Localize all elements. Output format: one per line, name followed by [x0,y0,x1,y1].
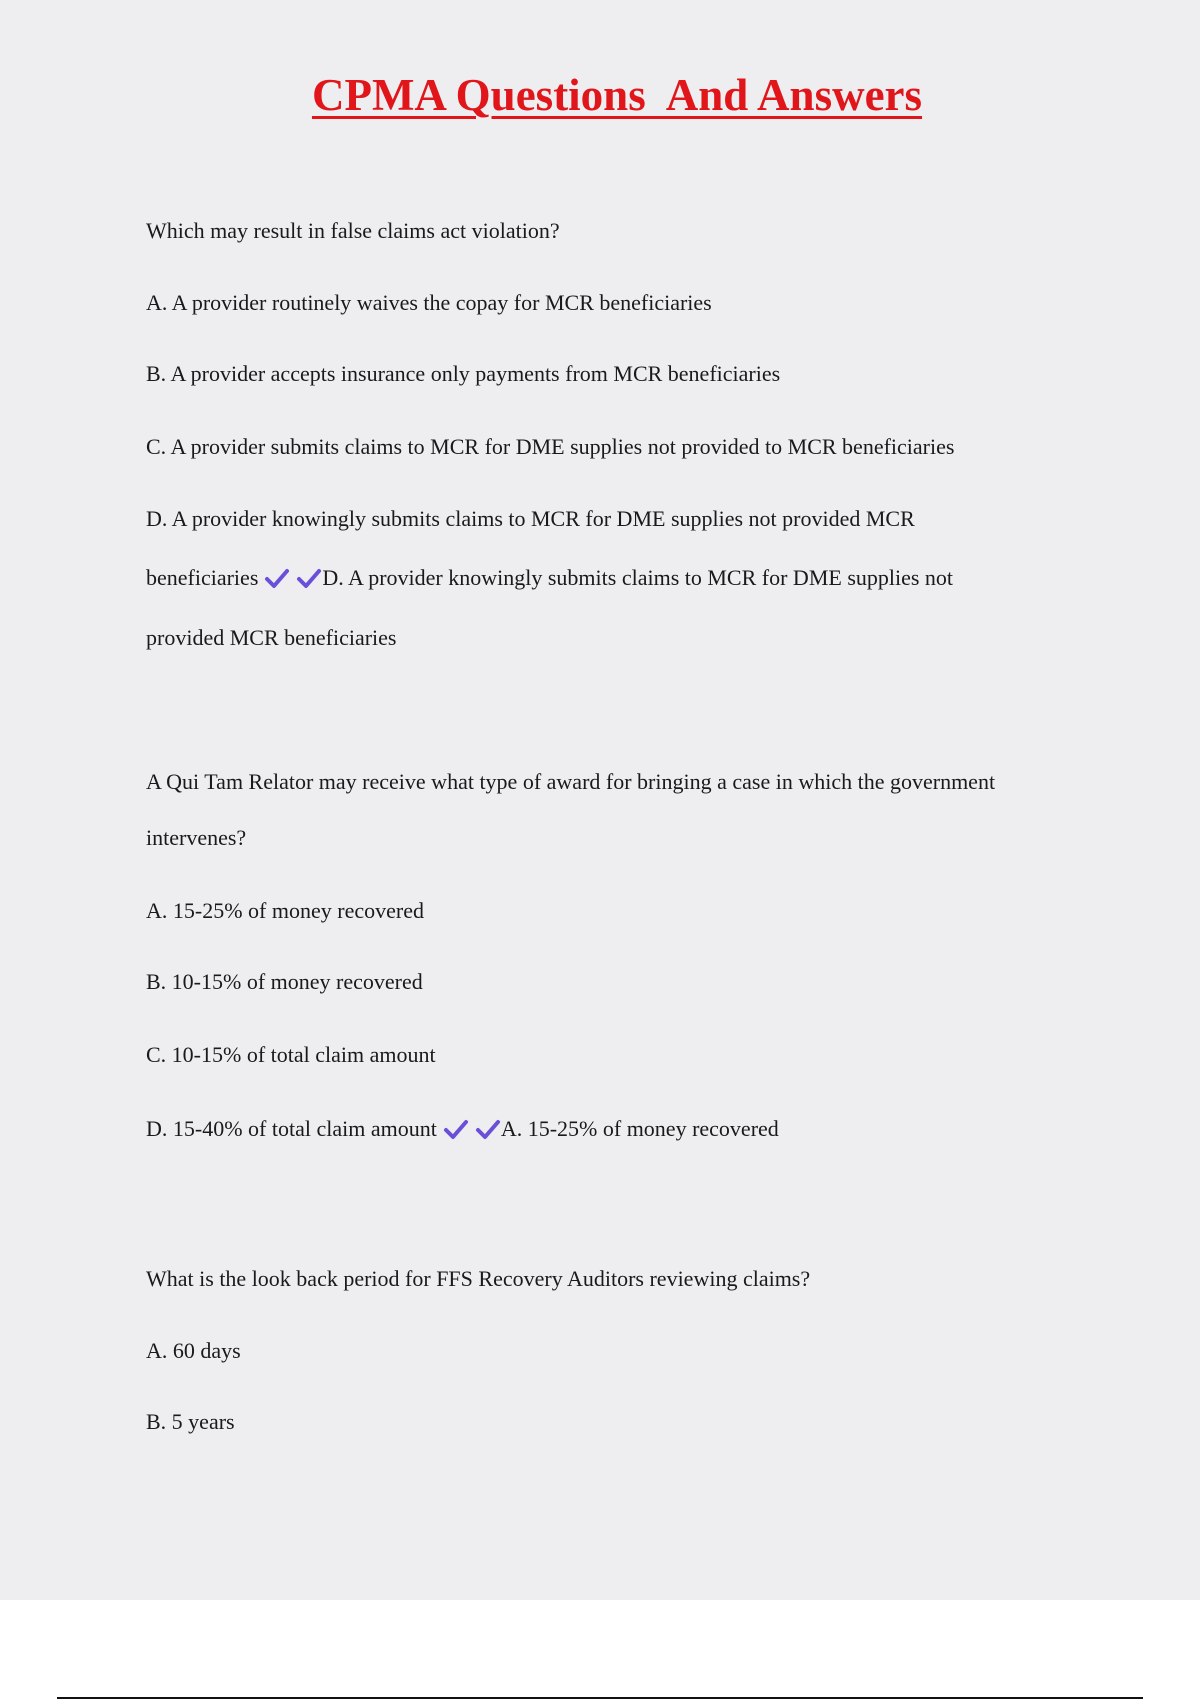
check-icon [264,567,290,589]
question-2-option-d: D. 15-40% of total claim amount [146,1116,437,1141]
footer-divider [57,1697,1143,1699]
question-1-option-d-line2: beneficiaries [146,565,259,590]
question-1-option-d-line2-with-answer [146,563,1096,593]
check-icon [443,1118,469,1140]
question-1-answer-line2: provided MCR beneficiaries [146,625,397,650]
question-3-option-a: A. 60 days [146,1338,241,1363]
question-2-prompt-line2: intervenes? [146,825,247,850]
check-icon [296,567,322,589]
question-3-prompt: What is the look back period for FFS Recovery Auditors reviewing claims? [146,1266,811,1291]
document-title-text: CPMA Questions And Answers [311,70,923,120]
question-2-option-d-with-answer [146,1114,1096,1144]
check-icon [475,1118,501,1140]
question-1-option-c: C. A provider submits claims to MCR for DME supplies not provided to MCR beneficiaries [146,434,955,459]
question-2-option-a: A. 15-25% of money recovered [146,898,424,923]
question-1-option-a: A. A provider routinely waives the copay for MCR beneficiaries [146,290,712,315]
question-1-answer-line1: D. A provider knowingly submits claims to MCR for DME supplies not [322,565,954,590]
question-2-option-b: B. 10-15% of money recovered [146,969,423,994]
document-title [0,70,1200,122]
question-1-option-d-line1: D. A provider knowingly submits claims to MCR for DME supplies not provided MCR [146,506,915,531]
question-3-option-b: B. 5 years [146,1409,235,1434]
question-1-option-b: B. A provider accepts insurance only payments from MCR beneficiaries [146,361,781,386]
question-2-prompt-line1: A Qui Tam Relator may receive what type of award for bringing a case in which the government [146,769,996,794]
question-2-option-c: C. 10-15% of total claim amount [146,1042,436,1067]
question-1-prompt: Which may result in false claims act violation? [146,218,560,243]
question-2-answer: A. 15-25% of money recovered [500,1116,779,1141]
